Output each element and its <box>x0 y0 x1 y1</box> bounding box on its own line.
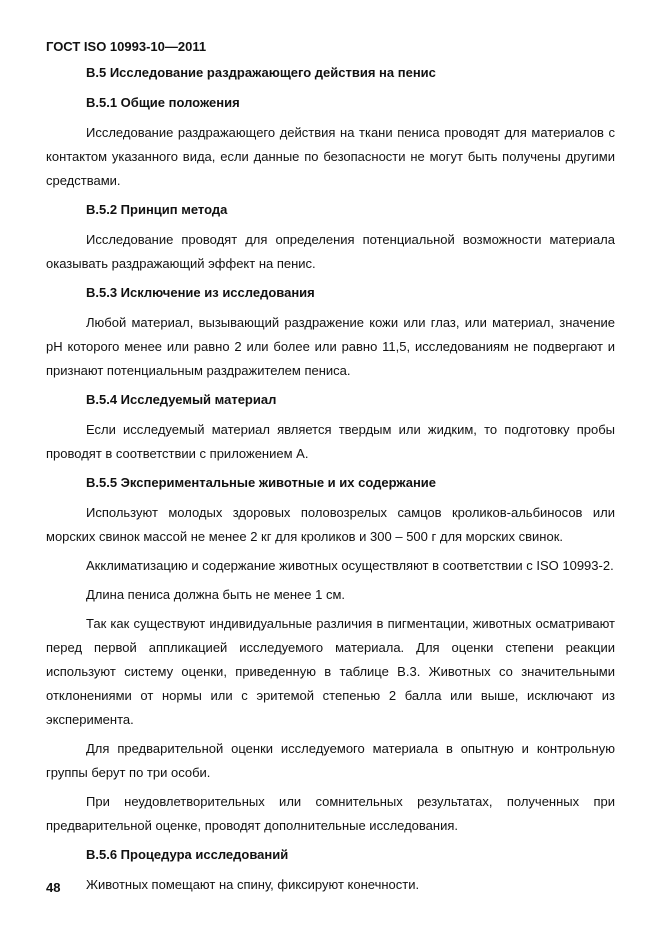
paragraph-length: Длина пениса должна быть не менее 1 см. <box>86 587 346 602</box>
section-heading-b5-2: B.5.2 Принцип метода <box>86 202 228 217</box>
section-heading-b5-5: B.5.5 Экспериментальные животные и их содержание <box>86 475 437 490</box>
section-heading-b5-6: B.5.6 Процедура исследований <box>86 847 289 862</box>
paragraph-acclimatization: Акклиматизацию и содержание животных осуществляют в соответствии с ISO 10993-2. <box>86 558 614 573</box>
paragraph-procedure: Животных помещают на спину, фиксируют конечности. <box>86 877 420 892</box>
page-number: 48 <box>46 880 61 895</box>
paragraph-animals: Используют молодых здоровых половозрелых самцов кроликов-альбиносов или морских свинок массой не менее 2 кг для кроликов и 300 – 500 г для морских свинок. <box>46 505 615 544</box>
paragraph-preliminary-groups: Для предварительной оценки исследуемого материала в опытную и контрольную группы берут по три особи. <box>46 741 615 780</box>
section-heading-b5: B.5 Исследование раздражающего действия на пенис <box>86 65 436 80</box>
section-heading-b5-1: B.5.1 Общие положения <box>86 95 240 110</box>
paragraph-additional-studies: При неудовлетворительных или сомнительных результатах, полученных при предварительной оценке, проводят дополнительные исследования. <box>46 794 615 833</box>
paragraph-general: Исследование раздражающего действия на ткани пениса проводят для материалов с контактом указанного вида, если данные по безопасности не могут быть получены другими средствами. <box>46 125 615 188</box>
section-heading-b5-3: B.5.3 Исключение из исследования <box>86 285 315 300</box>
standard-header: ГОСТ ISO 10993-10—2011 <box>46 39 207 54</box>
section-heading-b5-4: B.5.4 Исследуемый материал <box>86 392 277 407</box>
paragraph-pigmentation: Так как существуют индивидуальные различия в пигментации, животных осматривают перед первой аппликацией исследуемого материала. Для оценки степени реакции используют систему оценки, приведенную в таблице B.3. Животных со значительными отклонениями от нормы или с эритемой степенью 2 балла или выше, исключают из эксперимента. <box>46 616 615 727</box>
paragraph-exclusion: Любой материал, вызывающий раздражение кожи или глаз, или материал, значение pH которого менее или равно 2 или более или равно 11,5, исследованиям не подвергают и признают потенциальным раздражителем пениса. <box>46 315 615 378</box>
document-body <box>46 61 615 902</box>
paragraph-method-principle: Исследование проводят для определения потенциальной возможности материала оказывать раздражающий эффект на пенис. <box>46 232 615 271</box>
paragraph-test-material: Если исследуемый материал является твердым или жидким, то подготовку пробы проводят в соответствии с приложением А. <box>46 422 615 461</box>
